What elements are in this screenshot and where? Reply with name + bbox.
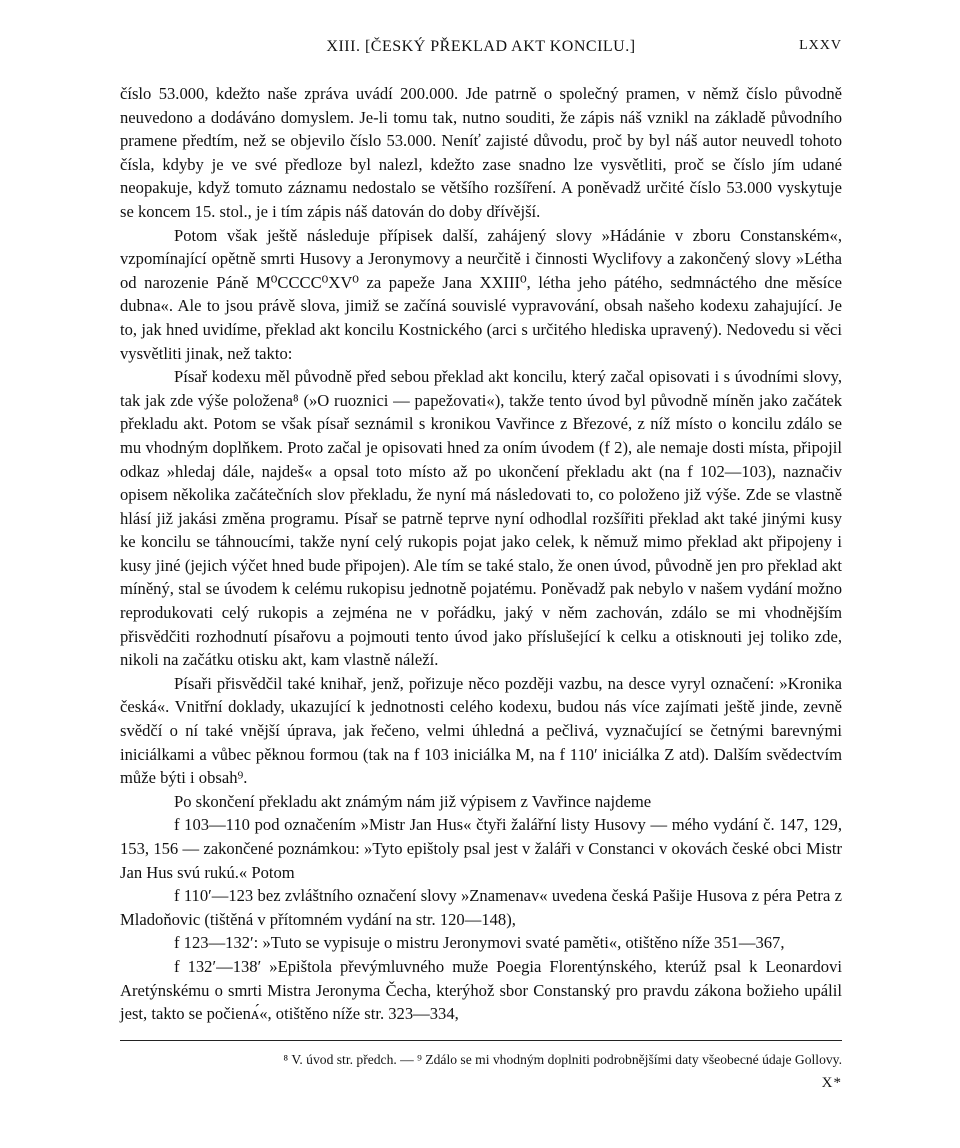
folio-list-item: f 132′—138′ »Epištola převýmluvného muže Poegia Florentýnského, kterúž psal k Leonardovi Aretýnskému o smrti Mistra Jeronyma Čecha, kterýhož sbor Constanský pro pravdu zákona božieho upálil jest, takto se počienᴀ́«, otištěno níže str. 323—334,	[120, 956, 842, 1024]
signature-mark: X*	[821, 1074, 842, 1091]
body-text	[120, 82, 842, 1026]
paragraph: číslo 53.000, kdežto naše zpráva uvádí 200.000. Jde patrně o společný pramen, v němž číslo původně neuvedono a dodáváno domyslem. Je-li tomu tak, nutno souditi, že zápis náš vznikl na základě původního pramene předtím, než se objevilo číslo 53.000. Neníť zajisté důvodu, proč by byl náš autor neuvedl tohoto čísla, kdyby je ve své předloze byl nalezl, kdežto zase snadno lze vysvětliti, proč se číslo jím udané neopakuje, když tomuto záznamu nedostalo se většího rozšíření. A poněvadž určité číslo 53.000 vyskytuje se koncem 15. stol., je i tím zápis náš datován do doby dřívější.	[120, 84, 842, 221]
document-page	[120, 38, 842, 1092]
folio-list-item: f 103—110 pod označením »Mistr Jan Hus« čtyři žalářní listy Husovy — mého vydání č. 147, 129, 153, 156 — zakončené poznámkou: »Tyto epištoly psal jest v žaláři v Constanci v okovách české obci Mistr Jan Hus svú rukú.« Potom	[120, 815, 842, 882]
page-number: LXXV	[799, 38, 842, 53]
paragraph: Po skončení překladu akt známým nám již výpisem z Vavřince najdeme	[174, 791, 652, 811]
running-head	[120, 38, 842, 68]
footnotes: ⁸ V. úvod str. předch. — ⁹ Zdálo se mi vhodným doplniti podrobnějšími daty všeobecné údaje Gollovy.	[283, 1051, 842, 1067]
folio-list-item: f 123—132′: »Tuto se vypisuje o mistru Jeronymovi svaté paměti«, otištěno níže 351—367,	[174, 933, 785, 953]
paragraph: Písaři přisvědčil také knihař, jenž, pořizuje něco později vazbu, na desce vyryl označení: »Kronika česká«. Vnitřní doklady, ukazující k jednotnosti celého kodexu, budou nás více zajímati ještě jinde, zevně svědčí o ní také vnější úprava, jak řečeno, velmi úhledná a pečlivá, vyznačující se četnými barevnými iniciálkami a vůbec pěknou formou (tak na f 103 iniciálka M, na f 110′ iniciálka Z atd). Dalším svědectvím může býti i obsah⁹.	[120, 673, 842, 788]
paragraph: Potom však ještě následuje přípisek další, zahájený slovy »Hádánie v zboru Constanském«, vzpomínající opětně smrti Husovy a Jeronymovy a neurčitě i činnosti Wyclifovy a zakončený slovy »Létha od narozenie Páně M⁰CCCC⁰XV⁰ za papeže Jana XXIII⁰, létha jeho pátého, sedmnáctého dne měsíce dubna«. Ale to jsou právě slova, jimiž se začíná souvislé vypravování, obsah našeho kodexu zahajující. Je to, jak hned uvidíme, překlad akt koncilu Kostnického (arci s určitého hlediska upravený). Nedovedu si věci vysvětliti jinak, než takto:	[120, 225, 842, 363]
running-title: XIII. [ČESKÝ PŘEKLAD AKT KONCILU.]	[326, 38, 636, 55]
folio-list-item: f 110′—123 bez zvláštního označení slovy »Znamenav« uvedena česká Pašije Husova z péra Petra z Mladoňovic (tištěná v přítomném vydání na str. 120—148),	[120, 886, 842, 929]
paragraph: Písař kodexu měl původně před sebou překlad akt koncilu, který začal opisovati i s úvodními slovy, tak jak zde výše položena⁸ (»O ruoznici — papežovati«), takže tento úvod byl původně míněn jako začátek překladu akt. Potom se však písař seznámil s kronikou Vavřince z Březové, z níž místo o koncilu zdálo se mu vhodným doplňkem. Proto začal je opisovati hned za oním úvodem (f 2), ale nemaje dosti místa, připojil odkaz »hledaj dále, najdeš« a opsal toto místo až po ukončení překladu akt (na f 102—103), naznačiv opisem několika začátečních slov překladu, že nyní má následovati to, co položeno již výše. Zde se vlastně hlásí již jakási změna programu. Písař se patrně teprve nyní odhodlal rozšířiti překlad akt také jinými kusy ke koncilu se táhnoucími, takže nyní celý rukopis pojat jako celek, k němuž mimo překlad akt připojeny i kusy jiné (jejich výčet hned bude připojen). Ale tím se také stalo, že onen úvod, původně jen pro překlad akt míněný, stal se úvodem k celému rukopisu jednotně pojatému. Poněvadž pak nebylo v našem vydání možno reprodukovati celý rukopis a zejména ne v pořádku, jaký v něm zachován, zdálo se mi vhodnějším přisvědčiti rozhodnutí písařovu a pojmouti tento úvod jako příslušející k celku a otisknouti jej toliko zde, nikoli na začátku otisku akt, kam vlastně náleží.	[120, 367, 842, 670]
footnote-rule	[120, 1040, 842, 1041]
